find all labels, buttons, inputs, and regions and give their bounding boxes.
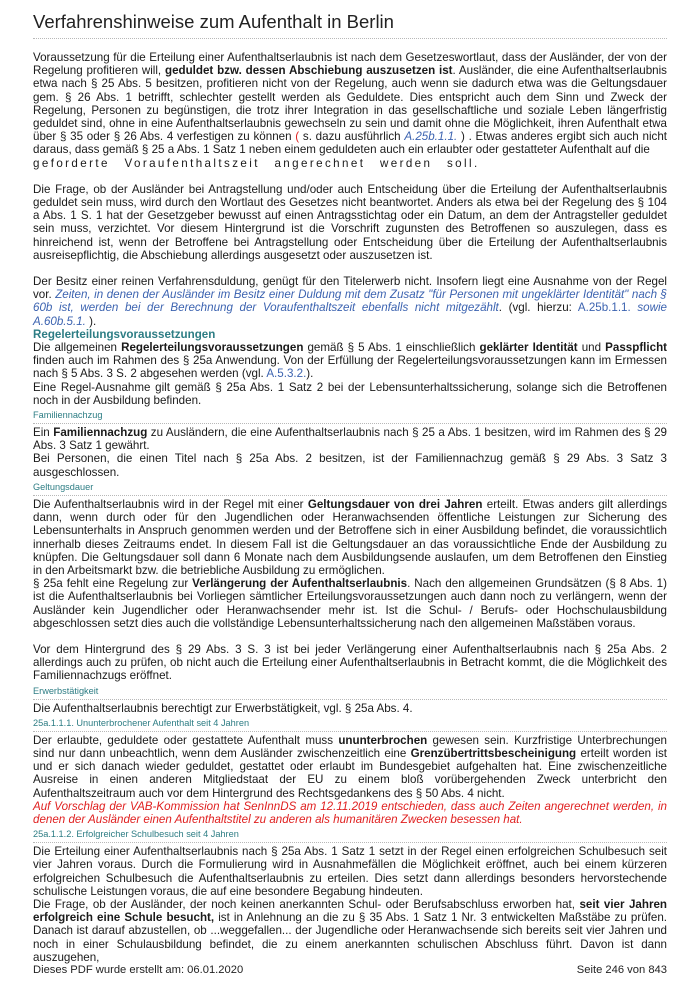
paragraph-regelerteilung: Die allgemeinen Regelerteilungsvoraussetzungen gemäß § 5 Abs. 1 einschließlich geklärter Identität und Passpflicht finden auch im Rahmen des § 25a Anwendung. Von der Erfüllung der Regelerteilungsvoraussetzungen kann im Ermessen nach § 5 Abs. 3 S. 2 abgesehen werden (vgl. A.5.3.2.). xyxy=(33,341,668,381)
link-a25b11-second[interactable]: A.25b.1.1. xyxy=(577,301,631,315)
section-heading-geltungsdauer: Geltungsdauer xyxy=(33,479,667,496)
section-heading-25a-1-1-1: 25a.1.1.1. Ununterbrochener Aufenthalt seit 4 Jahren xyxy=(33,715,667,732)
page-title: Verfahrenshinweise zum Aufenthalt in Berlin xyxy=(33,11,667,39)
section-heading-25a-1-1-2: 25a.1.1.2. Erfolgreicher Schulbesuch seit 4 Jahren xyxy=(33,826,667,843)
section-heading-erwerbstaetigkeit: Erwerbstätigkeit xyxy=(33,683,667,700)
paragraph-verlaengerung: § 25a fehlt eine Regelung zur Verlängerung der Aufenthaltserlaubnis. Nach den allgemeinen Grundsätzen (§ 8 Abs. 1) ist die Aufenthaltserlaubnis bei Vorliegen sämtlicher Erteilungsvoraussetzungen auch dann noch zu verlängern, wenn der Ausländer kein Jugendlicher oder Heranwachsender mehr ist. Ist die Schul- / Berufs- oder Hochschulausbildung abgeschlossen setzt dies auch die vollständige Lebensunterhaltssicherung nach den allgemeinen Maßstäben voraus. xyxy=(33,577,667,630)
link-a60b51[interactable]: sowie A.60b.5.1. xyxy=(33,301,667,328)
paragraph-schulbesuch: Die Erteilung einer Aufenthaltserlaubnis nach § 25a Abs. 1 Satz 1 setzt in der Regel einen erfolgreichen Schulbesuch seit vier Jahren voraus. Durch die Formulierung wird in Ausnahmefällen die Möglichkeit eröffnet, auch bei einem kürzeren erfolgreichen Schulbesuch die Aufenthaltserlaubnis zu erteilen. Dies setzt dann allerdings besonders hervorstechende schulische Leistungen voraus, die auf eine besondere Begabung hindeuten. xyxy=(33,845,667,898)
footer-page-number: Seite 246 von 843 xyxy=(576,964,667,976)
section-heading-familiennachzug: Familiennachzug xyxy=(33,407,667,424)
paragraph-ununterbrochen: Der erlaubte, geduldete oder gestattete Aufenthalt muss ununterbrochen gewesen sein. Kurzfristige Unterbrechungen sind nur dann unbeachtlich, wenn dem Ausländer zwischenzeitlich eine Grenzübertrittsbescheinigung erteilt worden ist und er sich danach wieder geduldet, gestattet oder erlaubt im Bundesgebiet aufgehalten hat. Eine zwischenzeitliche Ausreise in einen anderen Mitgliedstaat der EU zu einem bloß vorübergehenden Zweck unterbricht den Aufenthaltszeitraum auch vor dem Hintergrund des Rechtsgedankens des § 50 Abs. 4 nicht. xyxy=(33,733,667,800)
footer-created-date: Dieses PDF wurde erstellt am: 06.01.2020 xyxy=(33,964,244,976)
paragraph-familiennachzug: Ein Familiennachzug zu Ausländern, die eine Aufenthaltserlaubnis nach § 25 a Abs. 1 besitzen, wird im Rahmen des § 29 Abs. 3 Satz 1 gewährt. xyxy=(33,426,667,453)
paragraph-geltungsdauer: Die Aufenthaltserlaubnis wird in der Regel mit einer Geltungsdauer von drei Jahren erteilt. Etwas anders gilt allerdings dann, wenn durch oder für den Jugendlichen oder Heranwachsenden öffentliche Leistungen zur Sicherung des Lebensunterhalts in Anspruch genommen werden und der Betroffene sich in einer Ausbildung befindet, die voraussichtlich innerhalb dieses Zeitraums endet. In diesem Fall ist die Geltungsdauer an das voraussichtliche Ende der Ausbildung zu knüpfen. Die Geltungsdauer soll dann 6 Monate nach dem Ausbildungsende auslaufen, um dem Betroffenen den Einstieg in den Arbeitsmarkt bzw. die betriebliche Ausbildung zu ermöglichen. xyxy=(33,497,667,577)
paragraph-schulbesuch-frage: Die Frage, ob der Ausländer, der noch keinen anerkannten Schul- oder Berufsabschluss erworben hat, seit vier Jahren erfolgreich eine Schule besucht, ist in Anlehnung an die zu § 35 Abs. 1 Satz 1 Nr. 3 entwickelten Maßstäbe zu prüfen. Danach ist darauf abzustellen, ob ...weggefallen... der Jugendliche oder Heranwachsende sich bereits seit vier Jahren und noch in einer Schulausbildung befindet, die zu einem anerkannten schulischen Abschluss führt. Davon ist dann auszugehen, xyxy=(33,897,667,964)
paragraph-familiennachzug-ausschluss: Bei Personen, die einen Titel nach § 25a Abs. 2 besitzen, ist der Familiennachzug gemäß § 29 Abs. 3 Satz 3 ausgeschlossen. xyxy=(33,452,667,479)
paragraph-antragstellung: Die Frage, ob der Ausländer bei Antragstellung und/oder auch Entscheidung über die Erteilung der Aufenthaltserlaubnis geduldet sein muss, wird durch den Wortlaut des Gesetzes nicht beantwortet. Anders als etwa bei der Regelung des § 104 a Abs. 1 S. 1 hat der Gesetzgeber bewusst auf einen Antragsstichtag oder ein Datum, an dem der Antragsteller geduldet sein muss, verzichtet. Vor diesem Hintergrund ist die Vorschrift zugunsten des Betroffenen so auszulegen, dass es hinreichend ist, wenn der Betroffene bei Antragstellung oder Entscheidung über die Erteilung der Aufenthaltserlaubnis ausreisepflichtig, die Abschiebung allerdings ausgesetzt oder auszusetzen ist. xyxy=(33,182,667,262)
heading-regelerteilungsvoraussetzungen: Regelerteilungsvoraussetzungen xyxy=(33,327,216,341)
paragraph-regel-ausnahme: Eine Regel-Ausnahme gilt gemäß § 25a Abs. 1 Satz 2 bei der Lebensunterhaltssicherung, solange sich die Betroffenen noch in der Ausbildung befinden. xyxy=(33,380,667,407)
page-footer xyxy=(33,964,667,976)
paragraph-erwerbstaetigkeit: Die Aufenthaltserlaubnis berechtigt zur Erwerbstätigkeit, vgl. § 25a Abs. 4. xyxy=(33,701,413,715)
document-page xyxy=(33,11,667,964)
paragraph-verfahrensduldung: Der Besitz einer reinen Verfahrensduldung, genügt für den Titelerwerb nicht. Insofern liegt eine Ausnahme von der Regel vor. Zeiten, in denen der Ausländer im Besitz einer Duldung mit dem Zusatz "für Personen mit ungeklärter Identität" nach § 60b ist, werden bei der Berechnung der Voraufenthaltszeit ebenfalls nicht mitgezählt. (vgl. hierzu: A.25b.1.1. sowie A.60b.5.1. ). xyxy=(33,275,667,328)
link-a25b11[interactable]: A.25b.1.1. xyxy=(404,130,458,144)
link-a532[interactable]: A.5.3.2. xyxy=(266,367,307,381)
paragraph-vab-kommission: Auf Vorschlag der VAB-Kommission hat SenInnDS am 12.11.2019 entschieden, dass auch Zeiten angerechnet werden, in denen der Ausländer einen Aufenthaltstitel zu anderen als humanitären Zwecken besessen hat. xyxy=(33,799,667,826)
paragraph-hintergrund-29: Vor dem Hintergrund des § 29 Abs. 3 S. 3 ist bei jeder Verlängerung einer Aufenthaltserlaubnis nach § 25a Abs. 2 allerdings auch zu prüfen, ob nicht auch die Erteilung einer Aufenthaltserlaubnis in Betracht kommt, die die Möglichkeit des Familiennachzugs eröffnet. xyxy=(33,642,667,683)
paragraph-duldung-voraussetzung: Voraussetzung für die Erteilung einer Aufenthaltserlaubnis ist nach dem Gesetzeswortlaut, dass der Ausländer, der von der Regelung profitieren will, geduldet bzw. dessen Abschiebung auszusetzen ist. Ausländer, die eine Aufenthaltserlaubnis etwa nach § 25 Abs. 5 besitzen, profitieren nicht von der Regelung, auch wenn sie dadurch etwa was die Geltungsdauer gem. § 26 Abs. 1 betrifft, schlechter gestellt werden als Geduldete. Dies entspricht auch dem Sinn und Zweck der Regelung, Personen zu begünstigen, die trotz ihrer Integration in das gesellschaftliche und soziale Leben längerfristig geduldet sind, ohne in eine Aufenthaltserlaubnis gewechseln zu sein und damit ohne die Möglichkeit, ihren Aufenthalt etwa über § 35 oder § 26 Abs. 4 verfestigen zu können ( s. dazu ausführlich A.25b.1.1. ) . Etwas anderes ergibt sich auch nicht daraus, dass gemäß § 25 a Abs. 1 Satz 1 neben einem geduldeten auch ein erlaubter oder gestatteter Aufenthalt auf die geforderte Voraufenthaltszeit angerechnet werden soll. xyxy=(33,51,667,170)
